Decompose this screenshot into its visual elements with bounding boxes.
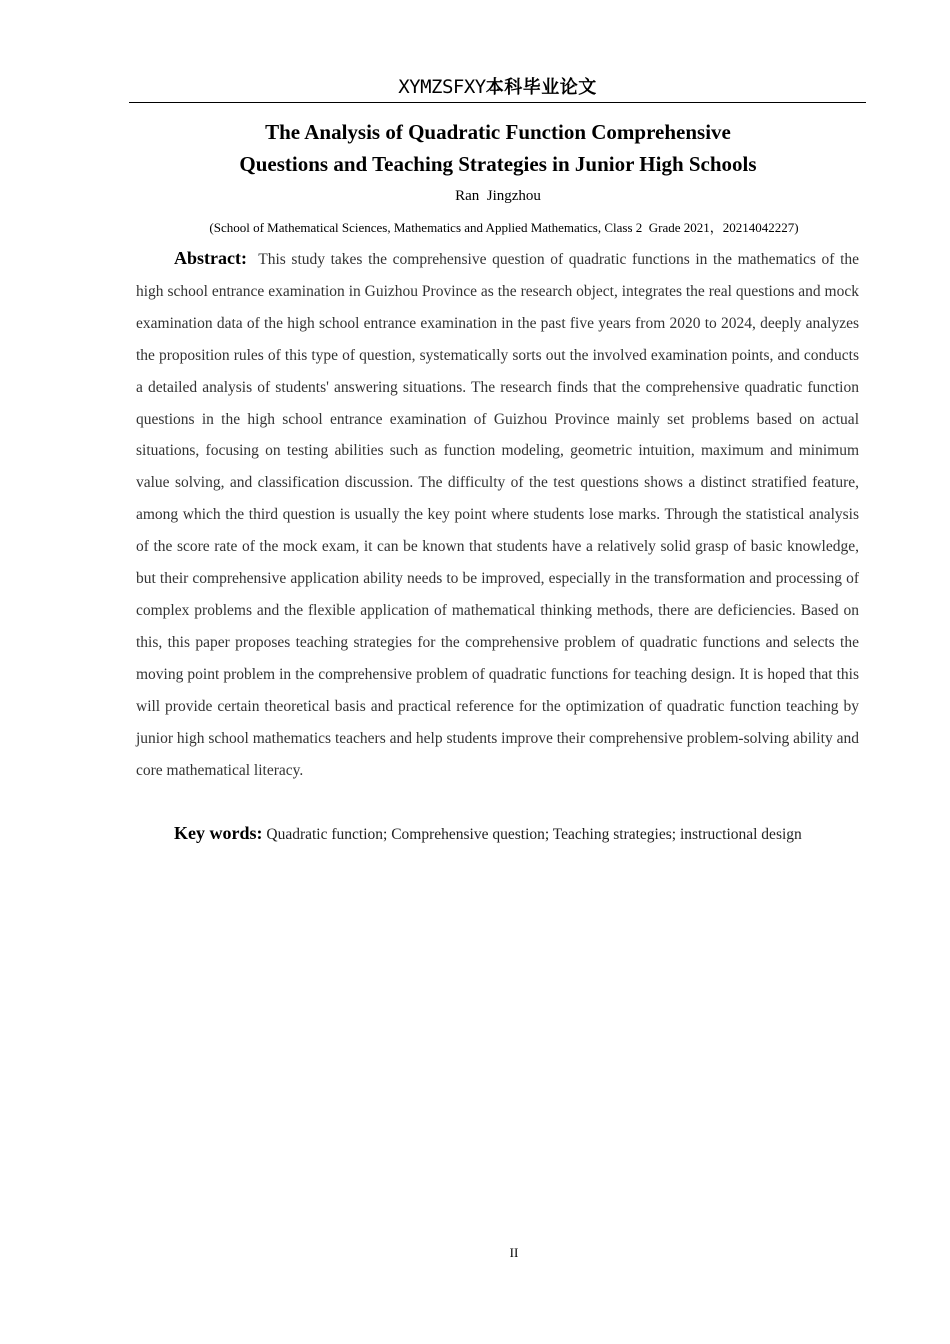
page-number: II [509,1245,519,1260]
keywords-paragraph [136,818,859,851]
running-header [129,74,866,103]
header-latin-text: XYMZSFXY [398,76,486,98]
keywords-label: Key words: [174,823,263,843]
paper-title-line-2: Questions and Teaching Strategies in Junior High Schools [239,152,757,176]
abstract-paragraph [136,243,859,786]
author-affiliation: (School of Mathematical Sciences, Mathematics and Applied Mathematics, Class 2 Grade 2021，20214042227) [209,220,799,235]
running-header-text [129,74,866,101]
paper-title [136,116,860,180]
author-name: Ran Jingzhou [455,188,541,204]
header-cjk-text: 本科毕业论文 [485,77,597,98]
abstract-label: Abstract: [174,248,247,268]
abstract-text: This study takes the comprehensive question of quadratic functions in the mathematics of the high school entrance examination in Guizhou Province as the research object, integrates the real questions and mock examination data of the high school entrance examination in the past five years from 2020 to 2024, deeply analyzes the proposition rules of this type of question, systematically sorts out the involved examination points, and conducts a detailed analysis of students' answering situations. The research finds that the comprehensive quadratic function questions in the high school entrance examination of Guizhou Province mainly set problems based on actual situations, focusing on testing abilities such as function modeling, geometric intuition, maximum and minimum value solving, and classification discussion. The difficulty of the test questions shows a distinct stratified feature, among which the third question is usually the key point where students lose marks. Through the statistical analysis of the score rate of the mock exam, it can be known that students have a relatively solid grasp of basic knowledge, but their comprehensive application ability needs to be improved, especially in the transformation and processing of complex problems and the flexible application of mathematical thinking methods, there are deficiencies. Based on this, this paper proposes teaching strategies for the comprehensive problem of quadratic functions and selects the moving point problem in the comprehensive problem of quadratic functions for teaching design. It is hoped that this will provide certain theoretical basis and practical reference for the optimization of quadratic function teaching by junior high school mathematics teachers and help students improve their comprehensive problem-solving ability and core mathematical literacy. [136,251,860,779]
paper-title-line-1: The Analysis of Quadratic Function Comprehensive [265,120,731,144]
keywords-text: Quadratic function; Comprehensive question; Teaching strategies; instructional design [266,826,802,843]
